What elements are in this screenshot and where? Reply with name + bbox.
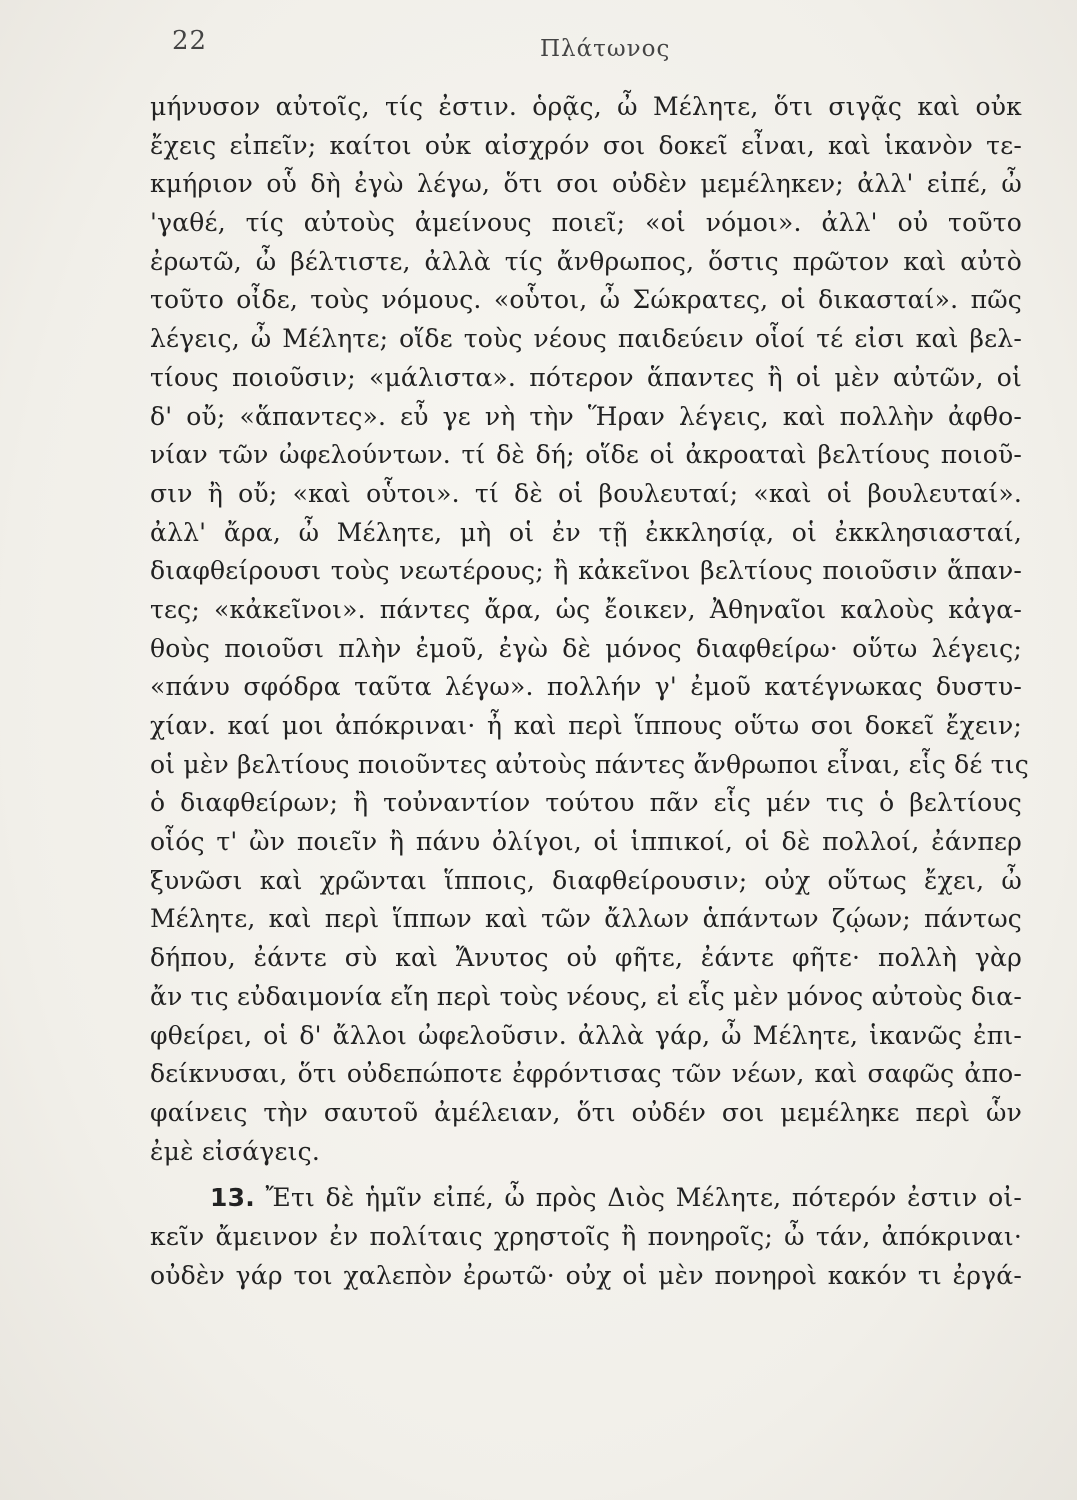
text-line: ἔχεις εἰπεῖν; καίτοι οὐκ αἰσχρόν σοι δοκεῖ εἶναι, καὶ ἱκανὸν τε-: [150, 130, 1022, 160]
text-line: ἄν τις εὐδαιμονία εἴη περὶ τοὺς νέους, εἰ εἷς μὲν μόνος αὐτοὺς δια-: [150, 981, 1022, 1011]
page-number: 22: [172, 26, 208, 56]
text-line: τες; «κἀκεῖνοι». πάντες ἄρα, ὡς ἔοικεν, Ἀθηναῖοι καλοὺς κἀγα-: [150, 594, 1022, 624]
section-13: [150, 1179, 1022, 1295]
text-line: τίους ποιοῦσιν; «μάλιστα». πότερον ἅπαντες ἢ οἱ μὲν αὐτῶν, οἱ: [150, 362, 1022, 392]
paragraph-1: [150, 88, 1029, 1171]
text-line: φθείρει, οἱ δ' ἄλλοι ὠφελοῦσιν. ἀλλὰ γάρ, ὦ Μέλητε, ἱκανῶς ἐπι-: [150, 1020, 1022, 1050]
text-line: οἱ μὲν βελτίους ποιοῦντες αὐτοὺς πάντες ἄνθρωποι εἶναι, εἷς δέ τις: [150, 749, 1029, 779]
text-line: διαφθείρουσι τοὺς νεωτέρους; ἢ κἀκεῖνοι βελτίους ποιοῦσιν ἅπαν-: [150, 556, 1022, 586]
text-line: κμήριον οὗ δὴ ἐγὼ λέγω, ὅτι σοι οὐδὲν μεμέληκεν; ἀλλ' εἰπέ, ὦ: [150, 169, 1022, 199]
text-line: σιν ἢ οὔ; «καὶ οὗτοι». τί δὲ οἱ βουλευταί; «καὶ οἱ βουλευταί».: [150, 478, 1022, 508]
text-line: «πάνυ σφόδρα ταῦτα λέγω». πολλήν γ' ἐμοῦ κατέγνωκας δυστυ-: [150, 672, 1022, 702]
text-line: θοὺς ποιοῦσι πλὴν ἐμοῦ, ἐγὼ δὲ μόνος διαφθείρω· οὕτω λέγεις;: [150, 633, 1022, 663]
text-line: φαίνεις τὴν σαυτοῦ ἀμέλειαν, ὅτι οὐδέν σοι μεμέληκε περὶ ὧν: [150, 1097, 1022, 1127]
section-first-line: Ἔτι δὲ ἡμῖν εἰπέ, ὦ πρὸς Διὸς Μέλητε, πότερόν ἐστιν οἰ-: [265, 1183, 1023, 1213]
text-line: δήπου, ἐάντε σὺ καὶ Ἄνυτος οὐ φῆτε, ἐάντε φῆτε· πολλὴ γὰρ: [150, 943, 1022, 973]
text-line: χίαν. καί μοι ἀπόκριναι· ἦ καὶ περὶ ἵππους οὕτω σοι δοκεῖ ἔχειν;: [150, 711, 1022, 740]
text-line: οἷός τ' ὢν ποιεῖν ἢ πάνυ ὀλίγοι, οἱ ἱππικοί, οἱ δὲ πολλοί, ἐάνπερ: [150, 827, 1022, 857]
paragraph-gap: [150, 1171, 1022, 1179]
section-number: 13.: [210, 1183, 255, 1213]
text-line: λέγεις, ὦ Μέλητε; οἵδε τοὺς νέους παιδεύειν οἷοί τέ εἰσι καὶ βελ-: [150, 324, 1022, 354]
text-line: ἐμὲ εἰσάγεις.: [150, 1136, 320, 1166]
text-line: κεῖν ἄμεινον ἐν πολίταις χρηστοῖς ἢ πονηροῖς; ὦ τάν, ἀπόκριναι·: [150, 1221, 1022, 1251]
text-line: οὐδὲν γάρ τοι χαλεπὸν ἐρωτῶ· οὐχ οἱ μὲν πονηροὶ κακόν τι ἐργά-: [150, 1260, 1022, 1290]
text-line: Μέλητε, καὶ περὶ ἵππων καὶ τῶν ἄλλων ἁπάντων ζῴων; πάντως: [150, 904, 1022, 934]
text-line: νίαν τῶν ὠφελούντων. τί δὲ δή; οἵδε οἱ ἀκροαταὶ βελτίους ποιοῦ-: [150, 440, 1022, 470]
text-line: ἀλλ' ἄρα, ὦ Μέλητε, μὴ οἱ ἐν τῇ ἐκκλησίᾳ, οἱ ἐκκλησιασταί,: [150, 517, 1022, 547]
text-line: 'γαθέ, τίς αὐτοὺς ἀμείνους ποιεῖ; «οἱ νόμοι». ἀλλ' οὐ τοῦτο: [150, 208, 1022, 238]
text-line: δείκνυσαι, ὅτι οὐδεπώποτε ἐφρόντισας τῶν νέων, καὶ σαφῶς ἀπο-: [150, 1059, 1022, 1089]
running-title: Πλάτωνος: [540, 36, 671, 62]
text-line: μήνυσον αὐτοῖς, τίς ἐστιν. ὁρᾷς, ὦ Μέλητε, ὅτι σιγᾷς καὶ οὐκ: [150, 92, 1022, 121]
text-line: δ' οὔ; «ἅπαντες». εὖ γε νὴ τὴν Ἥραν λέγεις, καὶ πολλὴν ἀφθο-: [150, 401, 1022, 431]
text-line: ὁ διαφθείρων; ἢ τοὐναντίον τούτου πᾶν εἷς μέν τις ὁ βελτίους: [150, 788, 1022, 818]
text-line: ξυνῶσι καὶ χρῶνται ἵπποις, διαφθείρουσιν; οὐχ οὕτως ἔχει, ὦ: [150, 865, 1022, 895]
text-line: [150, 1179, 1022, 1218]
text-line: ἐρωτῶ, ὦ βέλτιστε, ἀλλὰ τίς ἄνθρωπος, ὅστις πρῶτον καὶ αὐτὸ: [150, 246, 1022, 276]
main-text: [150, 88, 1029, 1295]
text-line: τοῦτο οἶδε, τοὺς νόμους. «οὗτοι, ὦ Σώκρατες, οἱ δικασταί». πῶς: [150, 285, 1022, 315]
